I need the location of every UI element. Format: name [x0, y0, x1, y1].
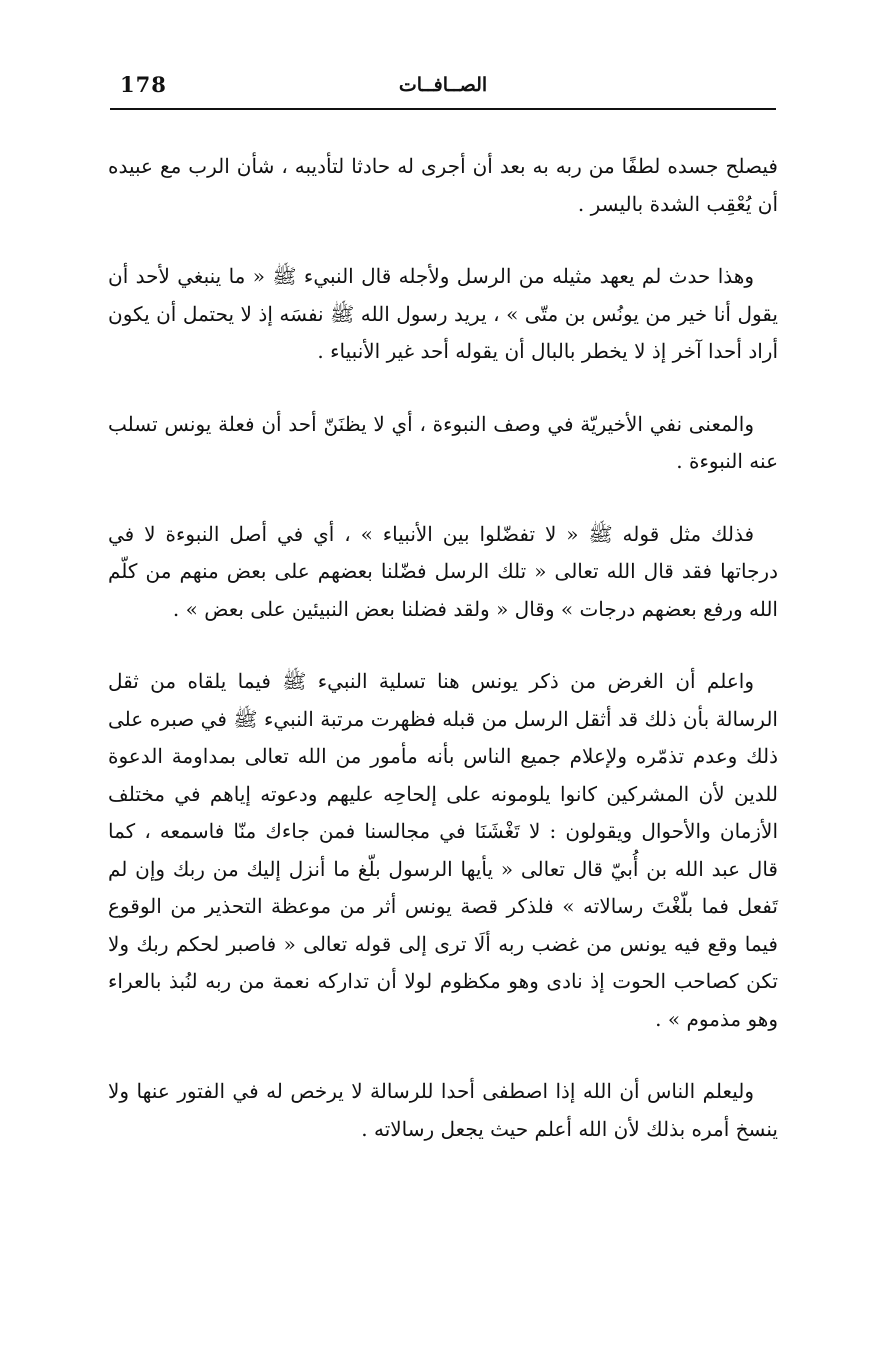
paragraph: فذلك مثل قوله ﷺ « لا تفضّلوا بين الأنبياء » ، أي في أصل النبوءة لا في درجاتها فقد قال الله تعالى « تلك الرسل فضّلنا بعضهم على بعض منهم من كلّم الله ورفع بعضهم درجات » وقال « ولقد فضلنا بعض النبيئين على بعض » .: [108, 521, 778, 621]
paragraph: واعلم أن الغرض من ذكر يونس هنا تسلية النبيء ﷺ فيما يلقاه من ثقل الرسالة بأن ذلك قد أثقل الرسل من قبله فظهرت مرتبة النبيء ﷺ في صبره على ذلك وعدم تذمّره ولإعلام جميع الناس بأنه مأمور من الله تعالى بمداومة الدعوة للدين لأن المشركين كانوا يلومونه على إلحاحِه عليهم ودعوته إياهم في مختلف الأزمان والأحوال ويقولون : لا تَغْشَنَا في مجالسنا فمن جاءك منّا فاسمعه ، كما قال عبد الله بن أُبيّ قال تعالى « يأيها الرسول بلّغ ما أنزل إليك من ربك وإن لم تَفعل فما بلّغْتَ رسالاته » فلذكر قصة يونس أثر من موعظة التحذير من الوقوع فيما وقع فيه يونس من غضب ربه ألَا ترى إلى قوله تعالى « فاصبر لحكم ربك ولا تكن كصاحب الحوت إذ نادى وهو مكظوم لولا أن تداركه نعمة من ربه لنُبذ بالعراء وهو مذموم » .: [108, 669, 778, 1031]
paragraph: والمعنى نفي الأخيريّة في وصف النبوءة ، أي لا يظنَنّ أحد أن فعلة يونس تسلب عنه النبوءة .: [108, 411, 778, 473]
page-number: 178: [120, 72, 167, 97]
body-text: [108, 148, 778, 1183]
running-title: الصــافــات: [398, 74, 488, 96]
paragraph: وهذا حدث لم يعهد مثيله من الرسل ولأجله قال النبيء ﷺ « ما ينبغي لأحد أن يقول أنا خير من يونُس بن متّى » ، يريد رسول الله ﷺ نفسَه إذ لا يحتمل أن يكون أراد أحدا آخر إذ لا يخطر بالبال أن يقوله أحد غير الأنبياء .: [108, 264, 778, 363]
page-header: [110, 70, 776, 110]
paragraph: وليعلم الناس أن الله إذا اصطفى أحدا للرسالة لا يرخص له في الفتور عنها ولا ينسخ أمره بذلك لأن الله أعلم حيث يجعل رسالاته .: [108, 1079, 778, 1141]
paragraph: فيصلح جسده لطفًا من ربه به بعد أن أجرى له حادثا لتأديبه ، شأن الرب مع عبيده أن يُعْقِب الشدة باليسر .: [108, 154, 778, 216]
header-rule: [110, 108, 776, 110]
